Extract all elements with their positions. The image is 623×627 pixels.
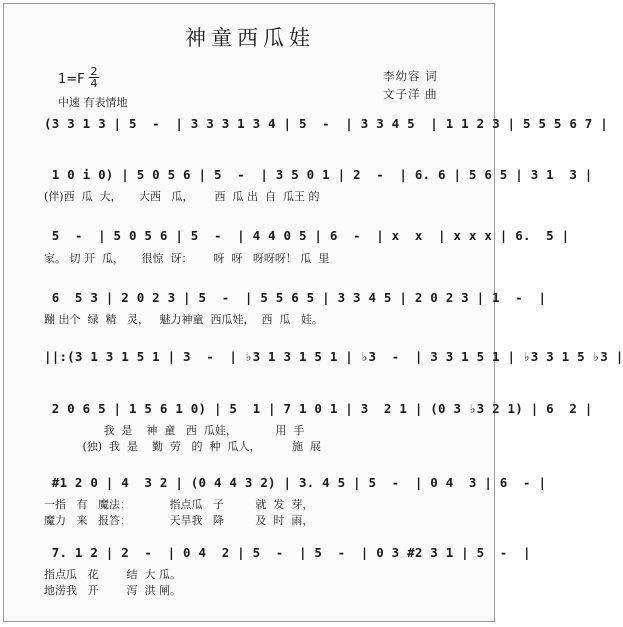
lyric-line-6-verse-1: 我 是 神 童 西 瓜娃， 用 手 bbox=[44, 424, 305, 437]
song-title: 神童西瓜娃 bbox=[185, 26, 315, 50]
time-signature bbox=[89, 66, 99, 89]
composer-credit: 文子洋 曲 bbox=[383, 87, 438, 101]
notation-line-4: 6 5 3 | 2 0 2 3 | 5 - | 5 5 6 5 | 3 3 4 5 | 2 0 2 3 | 1 - | bbox=[44, 290, 547, 305]
notation-line-2: 1 0 i 0) | 5 0 5 6 | 5 - | 3 5 0 1 | 2 - | 6. 6 | 5 6 5 | 3 1 3 | bbox=[44, 167, 593, 182]
lyric-line-8-verse-1: 指点瓜 花 结 大 瓜。 bbox=[44, 568, 181, 581]
time-signature-top: 2 bbox=[90, 65, 98, 78]
notation-line-8: 7. 1 2 | 2 - | 0 4 2 | 5 - | 5 - | 0 3 #2 3 1 | 5 - | bbox=[44, 545, 531, 560]
notation-line-7: #1 2 0 | 4 3 2 | (0 4 4 3 2) | 3. 4 5 | 5 - | 0 4 3 | 6 - | bbox=[44, 475, 547, 490]
notation-line-5: ||:(3 1 3 1 5 1 | 3 - | ♭3 1 3 1 5 1 | ♭3 - | 3 3 1 5 1 | ♭3 3 1 5 ♭3 | bbox=[44, 349, 623, 364]
time-signature-bottom: 4 bbox=[90, 77, 98, 90]
lyric-line-7-verse-2: 魔力 来 报答： 天旱我 降 及 时 雨， bbox=[44, 514, 314, 527]
notation-line-1: (3 3 1 3 | 5 - | 3 3 3 1 3 4 | 5 - | 3 3 4 5 | 1 1 2 3 | 5 5 5 6 7 | bbox=[44, 116, 608, 131]
notation-line-6: 2 0 6 5 | 1 5 6 1 0) | 5 1 | 7 1 0 1 | 3 2 1 | (0 3 ♭3 2 1) | 6 2 | bbox=[44, 401, 593, 416]
lyric-line-3: 家。 切 开 瓜， 很惊 讶： 呀 呀 呀呀呀！ 瓜 里 bbox=[44, 252, 330, 265]
lyric-line-2: (伴)西 瓜 大， 大西 瓜， 西 瓜 出 自 瓜王 的 bbox=[44, 190, 320, 203]
notation-line-3: 5 - | 5 0 5 6 | 5 - | 4 4 0 5 | 6 - | x x | x x x | 6. 5 | bbox=[44, 228, 570, 243]
lyricist-credit: 李幼容 词 bbox=[383, 69, 438, 83]
lyric-line-8-verse-2: 地涝我 开 泻 洪 闸。 bbox=[44, 584, 181, 597]
lyric-line-4: 蹦 出个 绿 精 灵， 魅力神童 西瓜娃， 西 瓜 娃。 bbox=[44, 313, 323, 326]
lyric-line-6-verse-2: (独) 我 是 勤 劳 的 种 瓜人， 施 展 bbox=[44, 440, 321, 453]
key-signature: 1=F bbox=[58, 72, 85, 87]
tempo-marking: 中速 有表情地 bbox=[58, 96, 128, 109]
lyric-line-7-verse-1: 一指 有 魔法： 指点瓜 子 就 发 芽， bbox=[44, 498, 314, 511]
